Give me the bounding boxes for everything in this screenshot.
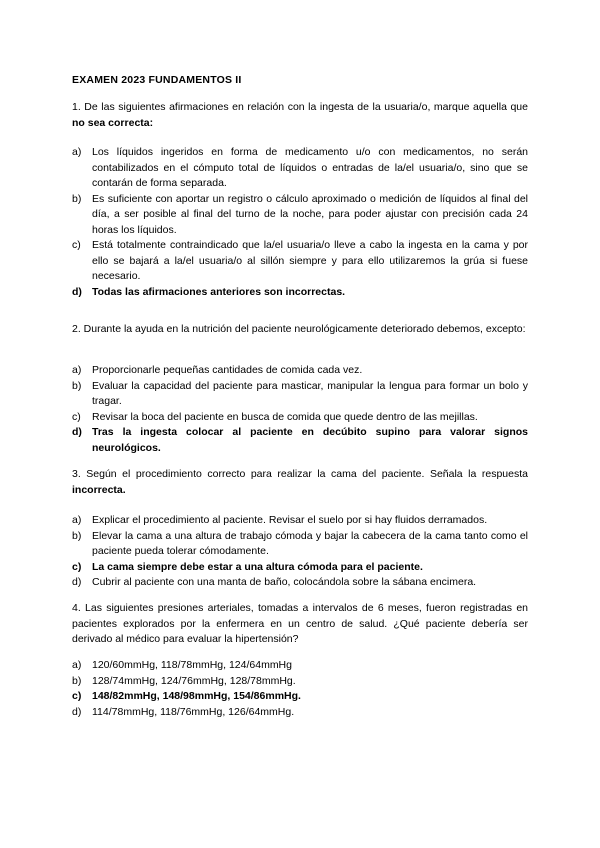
option-text: Cubrir al paciente con una manta de baño, colocándola sobre la sábana encimera. [92, 576, 477, 588]
question-stem-emphasis: incorrecta. [72, 483, 126, 496]
question-stem-text: 1. De las siguientes afirmaciones en relación con la ingesta de la usuaria/o, marque aquella que [72, 101, 528, 113]
exam-title: EXAMEN 2023 FUNDAMENTOS II [72, 74, 242, 86]
question-1-stem [72, 100, 528, 131]
option-text: 128/74mmHg, 124/76mmHg, 128/78mmHg. [92, 674, 296, 687]
option-letter: a) [72, 364, 82, 376]
option-letter: b) [72, 674, 82, 687]
question-stem-text: 2. Durante la ayuda en la nutrición del paciente neurológicamente deteriorado debemos, excepto: [72, 323, 526, 335]
option-b [72, 674, 528, 690]
option-letter: d) [72, 285, 82, 298]
question-4-stem [72, 601, 528, 648]
option-text: Es suficiente con aportar un registro o cálculo aproximado o medición de líquidos al final del día, a ser posible al final del turno de la noche, para poder ajustar con precisión cada 24 horas los líquidos. [92, 192, 528, 236]
option-text: Todas las afirmaciones anteriores son incorrectas. [92, 285, 346, 298]
option-text: La cama siempre debe estar a una altura cómoda para el paciente. [92, 560, 423, 573]
option-c-correct [72, 689, 528, 705]
option-d [72, 575, 528, 591]
option-text: Tras la ingesta colocar al paciente en decúbito supino para valorar signos neurológicos. [92, 426, 528, 454]
option-text: 120/60mmHg, 118/78mmHg, 124/64mmHg [92, 659, 292, 671]
option-text: Elevar la cama a una altura de trabajo cómoda y bajar la cabecera de la cama tanto como el paciente pueda tolerar cómodamente. [92, 529, 528, 557]
option-letter: b) [72, 192, 82, 205]
option-a [72, 145, 528, 192]
option-b [72, 192, 528, 239]
option-letter: a) [72, 514, 82, 526]
question-stem-text: 4. Las siguientes presiones arteriales, tomadas a intervalos de 6 meses, fueron registradas en pacientes explorados por la enfermera en un centro de salud. ¿Qué paciente debería ser derivado al médico para evaluar la hipertensión? [72, 602, 528, 645]
option-d [72, 705, 528, 721]
option-b [72, 529, 528, 560]
option-text: Evaluar la capacidad del paciente para masticar, manipular la lengua para formar un bolo y tragar. [92, 379, 528, 407]
question-3-options [72, 513, 528, 591]
question-stem-emphasis: no sea correcta: [72, 116, 154, 129]
option-text: 148/82mmHg, 148/98mmHg, 154/86mmHg. [92, 690, 301, 702]
option-c [72, 410, 528, 426]
option-d-correct [72, 425, 528, 456]
option-letter: b) [72, 529, 82, 542]
option-letter: c) [72, 560, 82, 573]
option-letter: c) [72, 239, 81, 251]
option-letter: b) [72, 379, 82, 392]
option-text: Los líquidos ingeridos en forma de medicamento u/o con medicamentos, no serán contabilizados en el cómputo total de líquidos o entradas de la/el usuaria/o, sino que se contarán de forma separada. [92, 146, 528, 189]
option-a [72, 658, 528, 674]
option-text: Está totalmente contraindicado que la/el usuaria/o lleve a cabo la ingesta en la cama y por ello se bajará a la/el usuaria/o al sillón siempre y para ello utilizaremos la grúa si fuese necesario. [92, 239, 528, 282]
option-letter: a) [72, 146, 82, 158]
option-letter: a) [72, 659, 82, 671]
option-letter: d) [72, 426, 82, 438]
option-text: 114/78mmHg, 118/76mmHg, 126/64mmHg. [92, 705, 295, 718]
option-a [72, 363, 528, 379]
option-c [72, 238, 528, 285]
option-text: Explicar el procedimiento al paciente. Revisar el suelo por si hay fluidos derramados. [92, 514, 488, 526]
option-letter: c) [72, 410, 81, 423]
option-letter: d) [72, 705, 82, 718]
option-text: Proporcionarle pequeñas cantidades de comida cada vez. [92, 364, 363, 376]
option-text: Revisar la boca del paciente en busca de comida que quede dentro de las mejillas. [92, 410, 478, 423]
question-3-stem [72, 467, 528, 498]
question-4-options [72, 658, 528, 720]
option-c-correct [72, 560, 528, 576]
question-stem-text: 3. Según el procedimiento correcto para realizar la cama del paciente. Señala la respuesta [72, 468, 528, 480]
question-2-stem [72, 322, 528, 338]
option-letter: d) [72, 576, 82, 588]
option-b [72, 379, 528, 410]
option-a [72, 513, 528, 529]
question-1-options [72, 145, 528, 300]
question-2-options [72, 363, 528, 456]
option-letter: c) [72, 690, 82, 702]
option-d-correct [72, 285, 528, 301]
